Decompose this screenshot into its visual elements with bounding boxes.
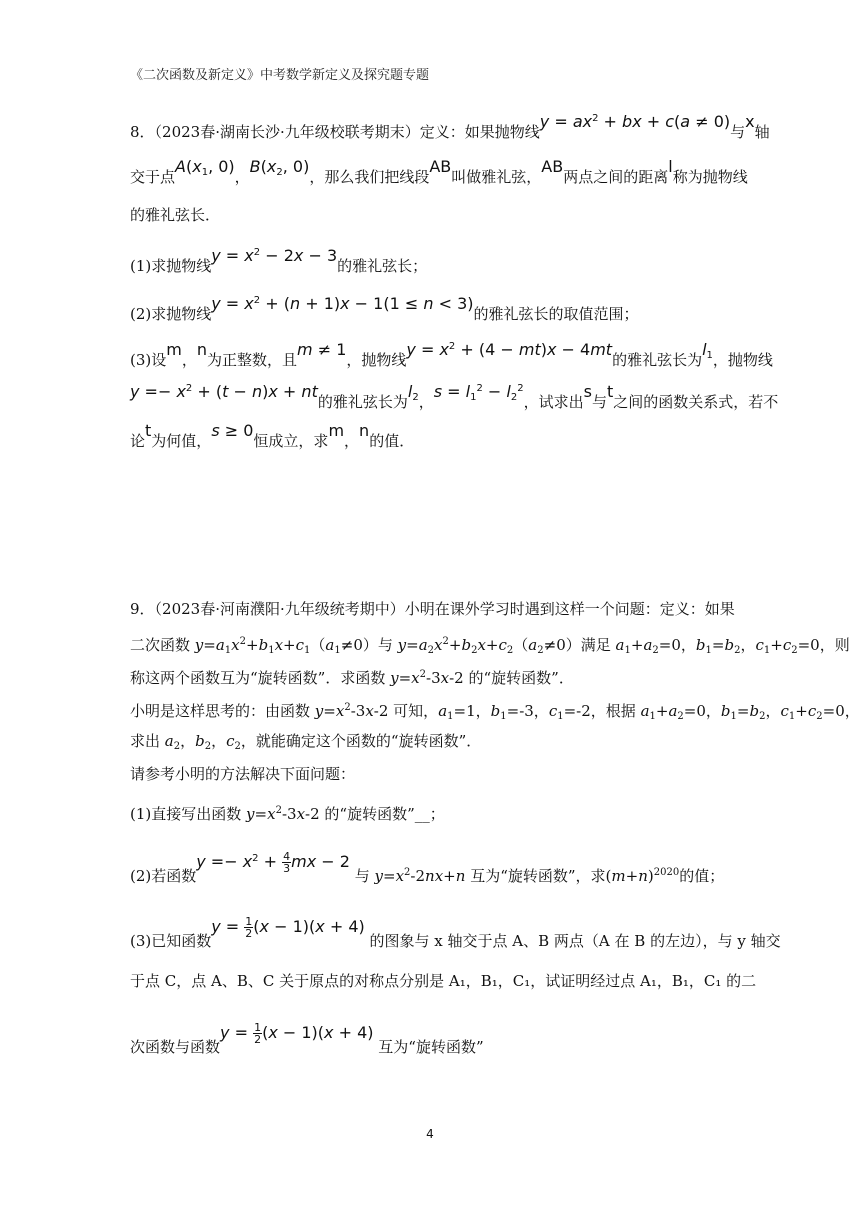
- q9-line-4: 小明是这样思考的：由函数 $y=x^2-3x-2$ 可知，$a_1=1$，$b_1=-3$，$c_1=-2$，根据 $a_1+a_2=0$，$b_1=b_2$，$c_1+c_2=0$，: [130, 702, 860, 722]
- q8-part-3-line-1: (3)设m，n为正整数，且m ≠ 1，抛物线$y = x^2 + (4 - mt)x - 4mt$的雅礼弦长为$l_1$，抛物线: [130, 340, 773, 369]
- q9-line-2: 二次函数 $y=a_1x^2+b_1x+c_1(a_1\ne 0)$与 $y=a_2x^2+b_2x+c_2(a_2\ne 0)$满足 $a_1+a_2=0$，$b_1=b_2$，$c_1+c_2=0$，则: [130, 636, 850, 656]
- q9-part-2: (2)若函数$y =- x^2$ + $\frac{4}{3}$ mx − 2 与 $y=x^2-2nx+n$ 互为“旋转函数”，求$(m+n)^{2020}$的值；: [130, 850, 725, 885]
- formula-q9-p3: y = $\frac{1}{2}$ (x − 1)(x + 4): [211, 915, 365, 940]
- q9-line-6: 请参考小明的方法解决下面问题：: [130, 765, 356, 783]
- q9-line-3: 称这两个函数互为“旋转函数”．求函数 $y=x^2-3x-2$ 的“旋转函数”．: [130, 669, 574, 687]
- q9-part-3-line-3: 次函数与函数y = $\frac{1}{2}$ (x − 1)(x + 4) 互为“旋转函数”: [130, 1021, 484, 1056]
- page-header: 《二次函数及新定义》中考数学新定义及探究题专题: [130, 68, 430, 83]
- q9-part-1: (1)直接写出函数 $y=x^2-3x-2$ 的“旋转函数”__；: [130, 805, 445, 823]
- q9-line-1: 9．（2023春·河南濮阳·九年级统考期中）小明在课外学习时遇到这样一个问题：定义：如果: [130, 600, 735, 618]
- q9-line-5: 求出 $a_2$，$b_2$，$c_2$，就能确定这个函数的“旋转函数”．: [130, 732, 482, 752]
- page-number: 4: [426, 1127, 434, 1141]
- q8-line-1: 8．（2023春·湖南长沙·九年级校联考期末）定义：如果抛物线$y = ax^2$ + bx + c(a ≠ 0)与x轴: [130, 112, 770, 141]
- q8-part-2: (2)求抛物线$y = x^2 + (n + 1)x - 1(1 \le n < 3)$的雅礼弦长的取值范围；: [130, 294, 639, 323]
- q8-part-3-line-3: 论t为何值，s ≥ 0恒成立，求m，n的值．: [130, 421, 415, 450]
- formula-q9-p2: $y =- x^2$ + $\frac{4}{3}$ mx − 2: [196, 850, 350, 875]
- q8-line-2: 交于点$A(x_1$, 0)，$B(x_2$, 0)，那么我们把线段AB叫做雅礼弦，AB两点之间的距离l称为抛物线: [130, 157, 748, 186]
- q8-part-3-line-2: $y =- x^2 + (t - n)x$ + nt的雅礼弦长为$l_2$，$s = l_1^2 - l_2^2$，试求出s与t之间的函数关系式，若不: [130, 382, 779, 411]
- q8-part-1: (1)求抛物线$y = x^2 - 2x - 3$的雅礼弦长；: [130, 246, 428, 275]
- q9-part-3-line-1: (3)已知函数y = $\frac{1}{2}$ (x − 1)(x + 4) 的图象与 x 轴交于点 A、B 两点（A 在 B 的左边），与 y 轴交: [130, 915, 781, 950]
- q9-part-3-line-2: 于点 C，点 A、B、C 关于原点的对称点分别是 A₁，B₁，C₁，试证明经过点 A₁，B₁，C₁ 的二: [130, 972, 757, 990]
- q8-line-3: 的雅礼弦长．: [130, 206, 221, 224]
- formula-parabola-def: $y = ax^2$ + bx + c(a ≠ 0): [539, 112, 731, 131]
- formula-q9-p5: y = $\frac{1}{2}$ (x − 1)(x + 4): [220, 1021, 374, 1046]
